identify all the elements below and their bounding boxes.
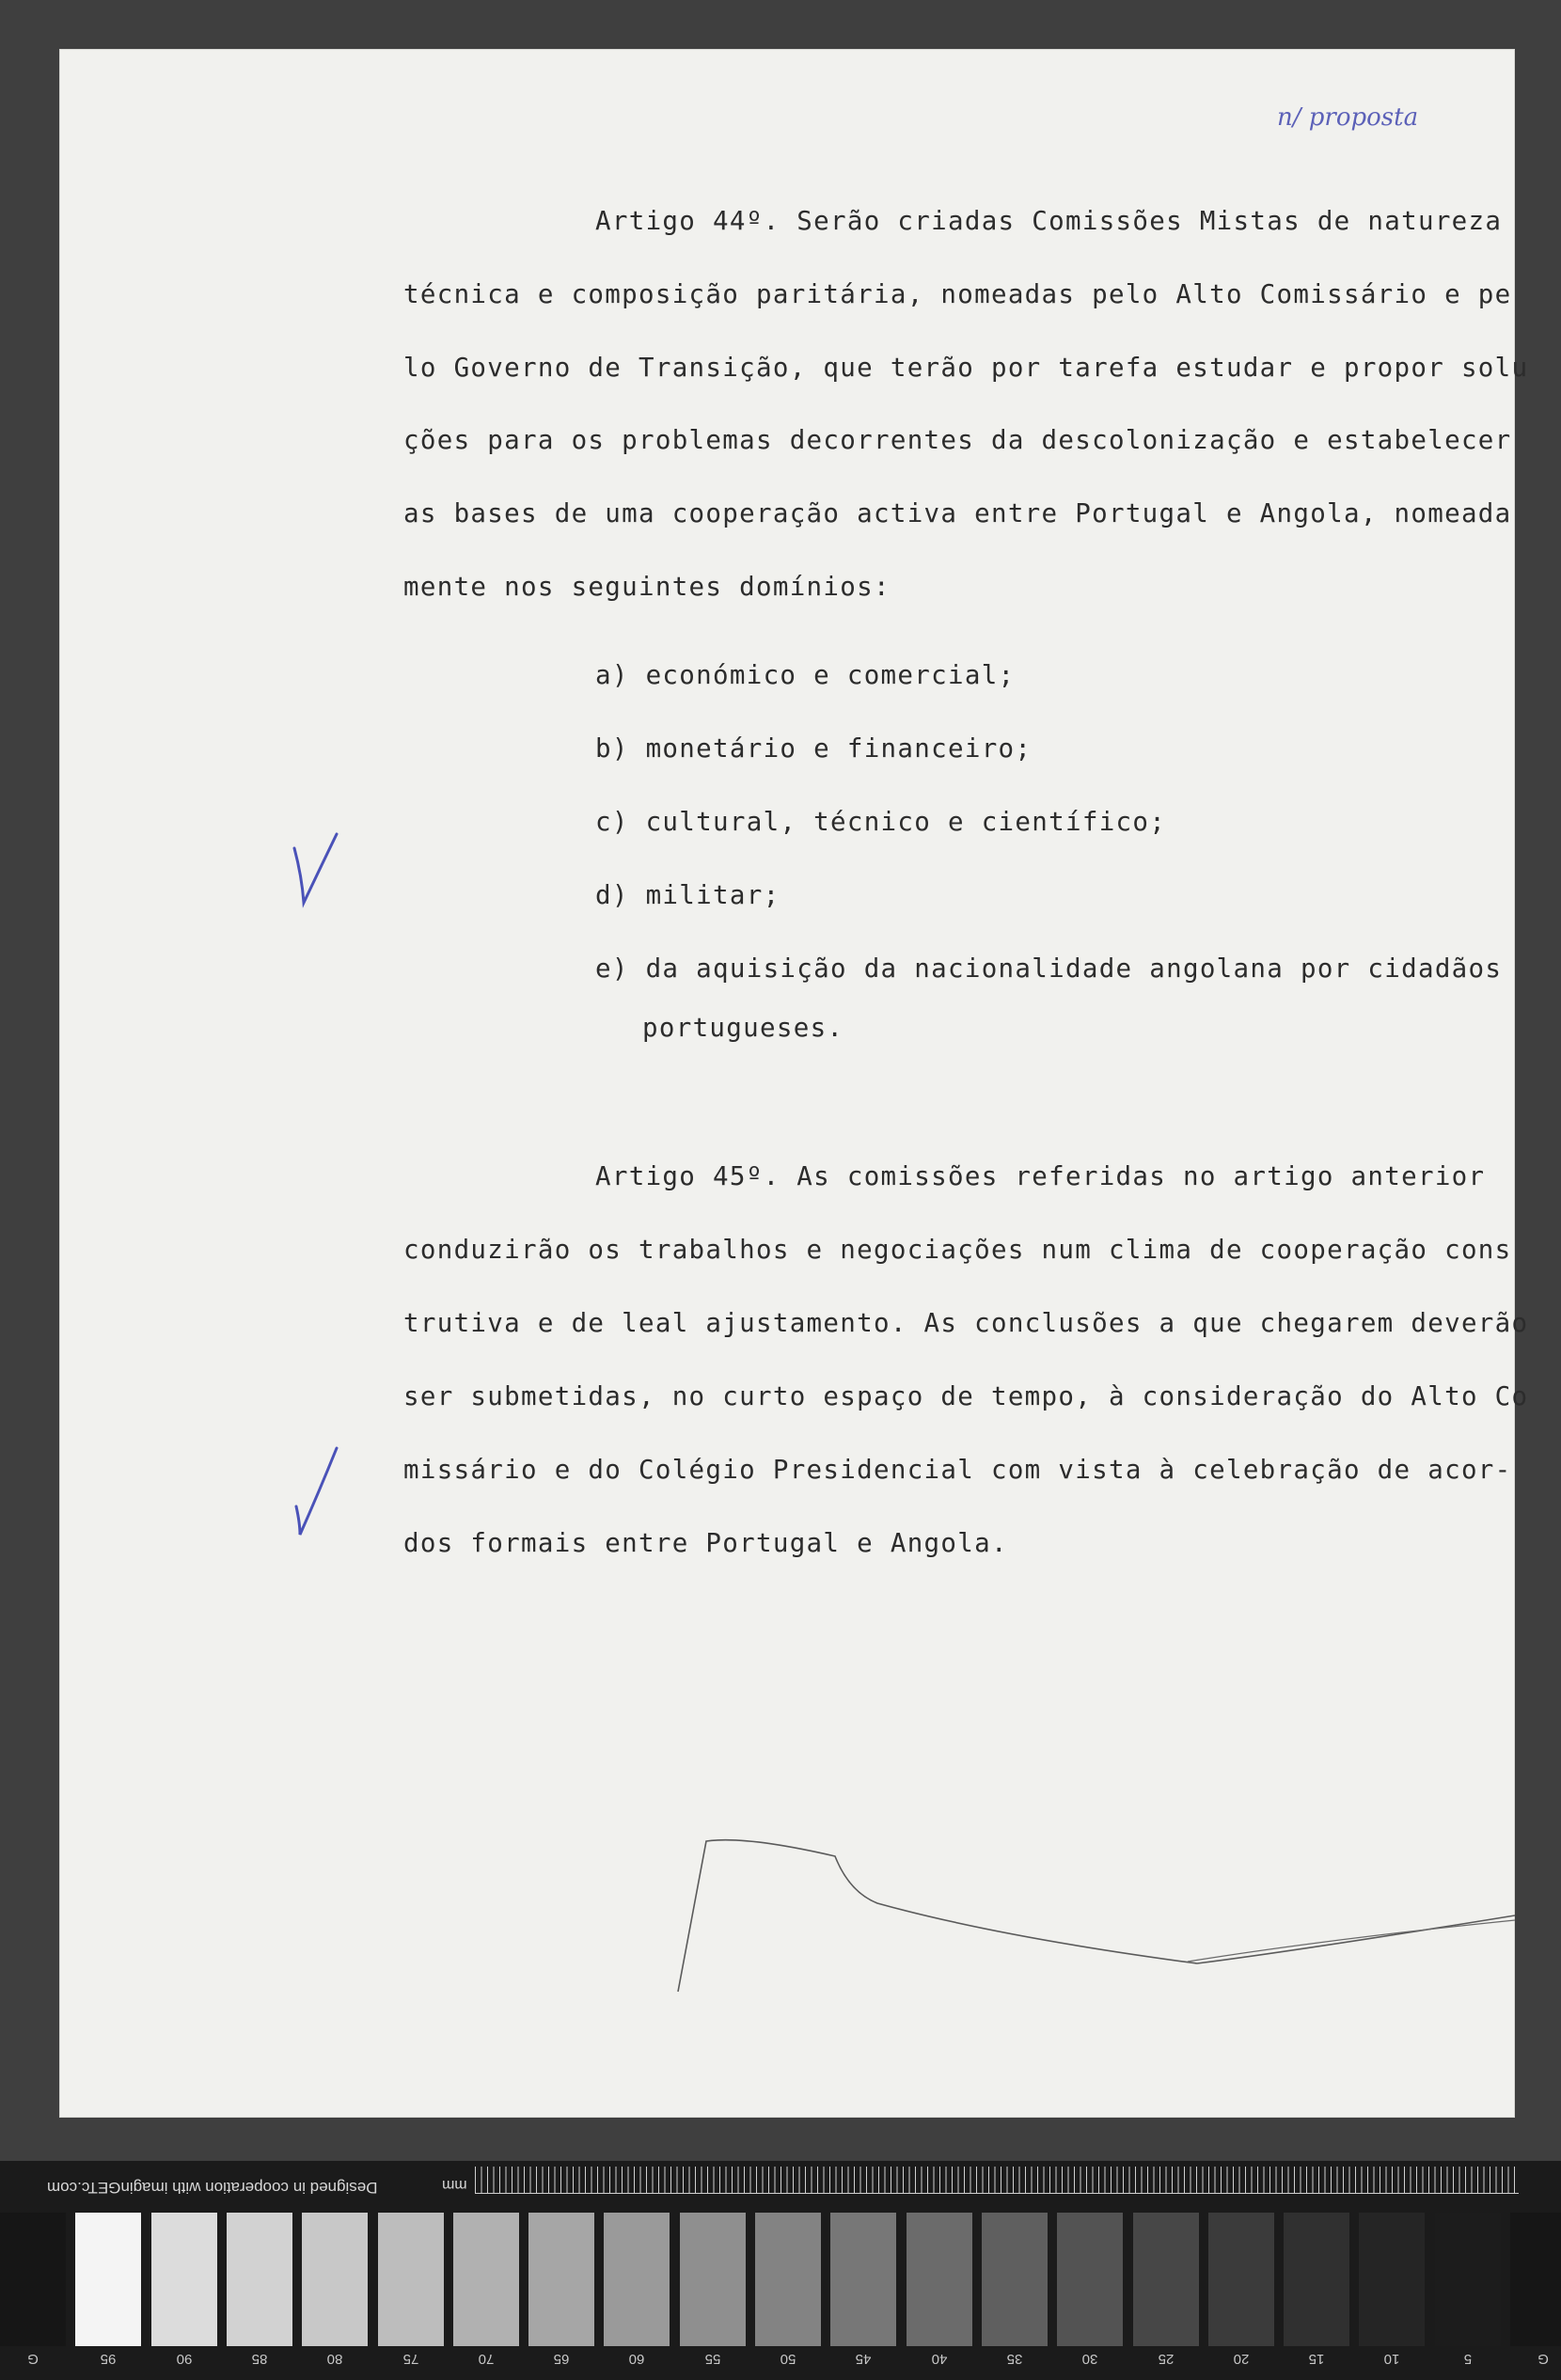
gray-patch	[0, 2213, 66, 2346]
gray-patch	[75, 2213, 141, 2346]
article45-line-1: Artigo 45º. As comissões referidas no artigo anterior	[595, 1161, 1486, 1191]
gray-patch	[680, 2213, 746, 2346]
gray-patch	[907, 2213, 972, 2346]
patch-label: 5	[1463, 2351, 1473, 2367]
patch-label: 10	[1383, 2351, 1400, 2367]
article44-line-6: mente nos seguintes domínios:	[403, 572, 891, 602]
list-item-e: e) da aquisição da nacionalidade angolana por cidadãos	[595, 954, 1503, 984]
article45-line-5: missário e do Colégio Presidencial com vista à celebração de acor-	[403, 1455, 1512, 1485]
article44-line-2: técnica e composição paritária, nomeadas pelo Alto Comissário e pe	[403, 279, 1512, 309]
article45-line-4: ser submetidas, no curto espaço de tempo, à consideração do Alto Co	[403, 1381, 1529, 1411]
patch-label: 45	[855, 2351, 872, 2367]
article44-line-3: lo Governo de Transição, que terão por tarefa estudar e propor solu	[403, 353, 1529, 383]
patch-label: 50	[780, 2351, 796, 2367]
patch-label: 80	[326, 2351, 343, 2367]
color-calibration-target	[0, 2161, 1561, 2380]
list-item-e-continued: portugueses.	[642, 1013, 844, 1043]
patch-label: 70	[478, 2351, 495, 2367]
gray-patch	[982, 2213, 1048, 2346]
patch-label: 30	[1081, 2351, 1098, 2367]
patch-label: 40	[931, 2351, 948, 2367]
gray-patch	[755, 2213, 821, 2346]
target-caption: Designed in cooperation with imaginGETc.com	[47, 2179, 378, 2197]
gray-patch	[1435, 2213, 1501, 2346]
patch-label: 20	[1233, 2351, 1250, 2367]
patch-label: 35	[1006, 2351, 1023, 2367]
gray-patch	[1359, 2213, 1425, 2346]
article44-line-5: as bases de uma cooperação activa entre Portugal e Angola, nomeada	[403, 498, 1512, 528]
patch-label: G	[27, 2351, 39, 2367]
patch-label: 65	[553, 2351, 570, 2367]
patch-label: 85	[251, 2351, 268, 2367]
list-item-c: c) cultural, técnico e científico;	[595, 807, 1167, 837]
gray-patch	[1284, 2213, 1349, 2346]
article44-line-1: Artigo 44º. Serão criadas Comissões Mistas de natureza	[595, 206, 1503, 236]
patch-label: 95	[100, 2351, 117, 2367]
gray-patch	[830, 2213, 896, 2346]
patch-label: 15	[1308, 2351, 1325, 2367]
patch-label: 55	[704, 2351, 721, 2367]
gray-patch	[1133, 2213, 1199, 2346]
patch-label: 75	[402, 2351, 419, 2367]
gray-patch	[227, 2213, 292, 2346]
patch-label: 60	[628, 2351, 645, 2367]
gray-patch	[378, 2213, 444, 2346]
article45-line-3: trutiva e de leal ajustamento. As conclusões a que chegarem deverão	[403, 1308, 1529, 1338]
patch-label: G	[1537, 2351, 1549, 2367]
gray-patch	[151, 2213, 217, 2346]
gray-patch	[453, 2213, 519, 2346]
gray-patch	[528, 2213, 594, 2346]
patch-label: 25	[1158, 2351, 1175, 2367]
handwritten-annotation: n/ proposta	[1277, 103, 1419, 132]
list-item-d: d) militar;	[595, 880, 780, 910]
article45-line-2: conduzirão os trabalhos e negociações num clima de cooperação cons	[403, 1235, 1512, 1265]
gray-patch	[302, 2213, 368, 2346]
ruler-unit: mm	[442, 2177, 467, 2193]
gray-patch	[604, 2213, 670, 2346]
gray-patch	[1057, 2213, 1123, 2346]
article45-line-6: dos formais entre Portugal e Angola.	[403, 1528, 1008, 1558]
list-item-b: b) monetário e financeiro;	[595, 733, 1033, 764]
ruler	[475, 2167, 1519, 2194]
pencil-scribble	[59, 49, 1515, 2118]
document-page	[59, 49, 1529, 2118]
list-item-a: a) económico e comercial;	[595, 660, 1016, 690]
gray-patch	[1510, 2213, 1561, 2346]
article44-line-4: ções para os problemas decorrentes da descolonização e estabelecer	[403, 425, 1512, 455]
gray-patch	[1208, 2213, 1274, 2346]
patch-label: 90	[176, 2351, 193, 2367]
